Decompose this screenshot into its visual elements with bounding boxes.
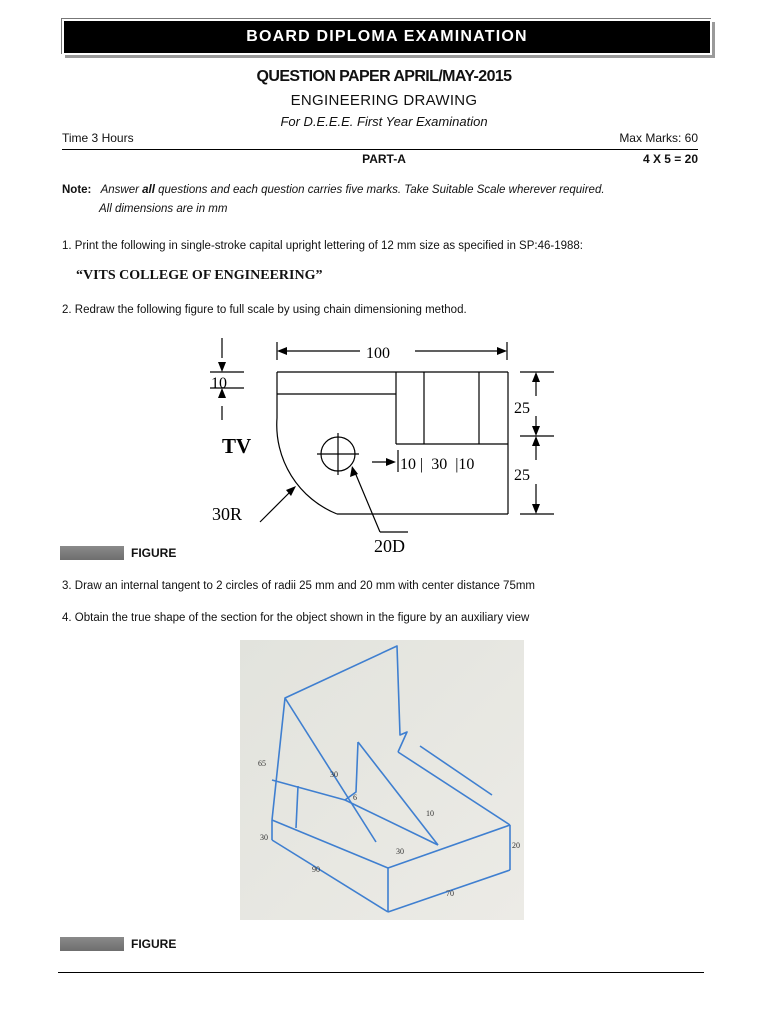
- figure-2-label: FIGURE: [131, 937, 177, 951]
- note-label: Note:: [62, 184, 92, 196]
- figure-1-label: FIGURE: [131, 546, 177, 560]
- dim-10-text: 10: [211, 375, 227, 392]
- figure-2-photo: [240, 640, 524, 920]
- dim-30b-text: 30: [396, 847, 404, 856]
- dim-100-arrow-right: [497, 347, 507, 355]
- banner-title: BOARD DIPLOMA EXAMINATION: [246, 28, 528, 45]
- figure-2-tag: [60, 937, 124, 951]
- view-label: TV: [222, 434, 252, 458]
- lettering-text: “VITS COLLEGE OF ENGINEERING”: [76, 268, 323, 283]
- marks-formula: 4 X 5 = 20: [642, 152, 698, 166]
- dim-90-text: 90: [312, 865, 320, 874]
- question-2: [62, 304, 467, 316]
- question-3-number: 3.: [62, 580, 72, 592]
- dim-25-bottom-text: 25: [514, 467, 530, 484]
- question-3: [62, 580, 535, 592]
- header-divider: [62, 149, 698, 150]
- paper-for-line: For D.E.E.E. First Year Examination: [280, 114, 488, 129]
- time-label: Time 3 Hours: [62, 131, 134, 145]
- chain-dims-text: 10 | 30 |10: [400, 456, 475, 473]
- dim-100-arrow-left: [277, 347, 287, 355]
- diameter-text: 20D: [374, 536, 405, 556]
- dim-10-arrow-top: [218, 362, 226, 372]
- question-4: [62, 612, 529, 624]
- dim-70-text: 70: [446, 889, 454, 898]
- dim-25-arrow-2: [532, 426, 540, 436]
- diameter-leader: [354, 470, 380, 532]
- question-1-number: 1.: [62, 240, 72, 252]
- question-2-text: Redraw the following figure to full scale by using chain dimensioning method.: [74, 304, 467, 316]
- dim-20-text: 20: [512, 841, 520, 850]
- question-4-text: Obtain the true shape of the section for the object shown in the figure by an auxiliary view: [74, 612, 530, 624]
- dim-30a-text: 30: [330, 770, 338, 779]
- exam-banner: [62, 19, 712, 55]
- max-marks-label: Max Marks: 60: [619, 131, 698, 145]
- note-text-post: questions and each question carries five marks. Take Suitable Scale wherever required.: [154, 184, 605, 196]
- paper-title: QUESTION PAPER APRIL/MAY-2015: [256, 68, 512, 85]
- note-text-bold: all: [142, 184, 155, 196]
- dim-25-arrow-3: [532, 436, 540, 446]
- dim-25-top-text: 25: [514, 400, 530, 417]
- paper-subject: ENGINEERING DRAWING: [290, 92, 478, 109]
- dim-65-text: 65: [258, 759, 266, 768]
- radius-arc: [277, 418, 337, 514]
- dim-10-text: 10: [426, 809, 434, 818]
- question-1: [62, 240, 583, 252]
- dim-30c-text: 30: [260, 833, 268, 842]
- dim-25-arrow-4: [532, 504, 540, 514]
- question-3-text: Draw an internal tangent to 2 circles of radii 25 mm and 20 mm with center distance 75mm: [74, 580, 536, 592]
- dim-6-text: 6: [353, 793, 357, 802]
- figure-1-drawing: [200, 330, 570, 560]
- photo-background: [240, 640, 524, 920]
- question-4-number: 4.: [62, 612, 72, 624]
- figure-1-tag: [60, 546, 124, 560]
- note-line-2: All dimensions are in mm: [99, 203, 228, 215]
- dim-25-arrow-1: [532, 372, 540, 382]
- radius-text: 30R: [212, 504, 243, 524]
- note-line-1: [62, 184, 605, 196]
- chain-arrow: [386, 458, 396, 466]
- question-2-number: 2.: [62, 304, 72, 316]
- note-text-pre: Answer: [100, 184, 143, 196]
- part-label: PART-A: [362, 152, 406, 166]
- footer-divider: [58, 972, 704, 973]
- dim-100-text: 100: [366, 345, 390, 362]
- question-1-text: Print the following in single-stroke capital upright lettering of 12 mm size as specified in SP:46-1988:: [74, 240, 583, 252]
